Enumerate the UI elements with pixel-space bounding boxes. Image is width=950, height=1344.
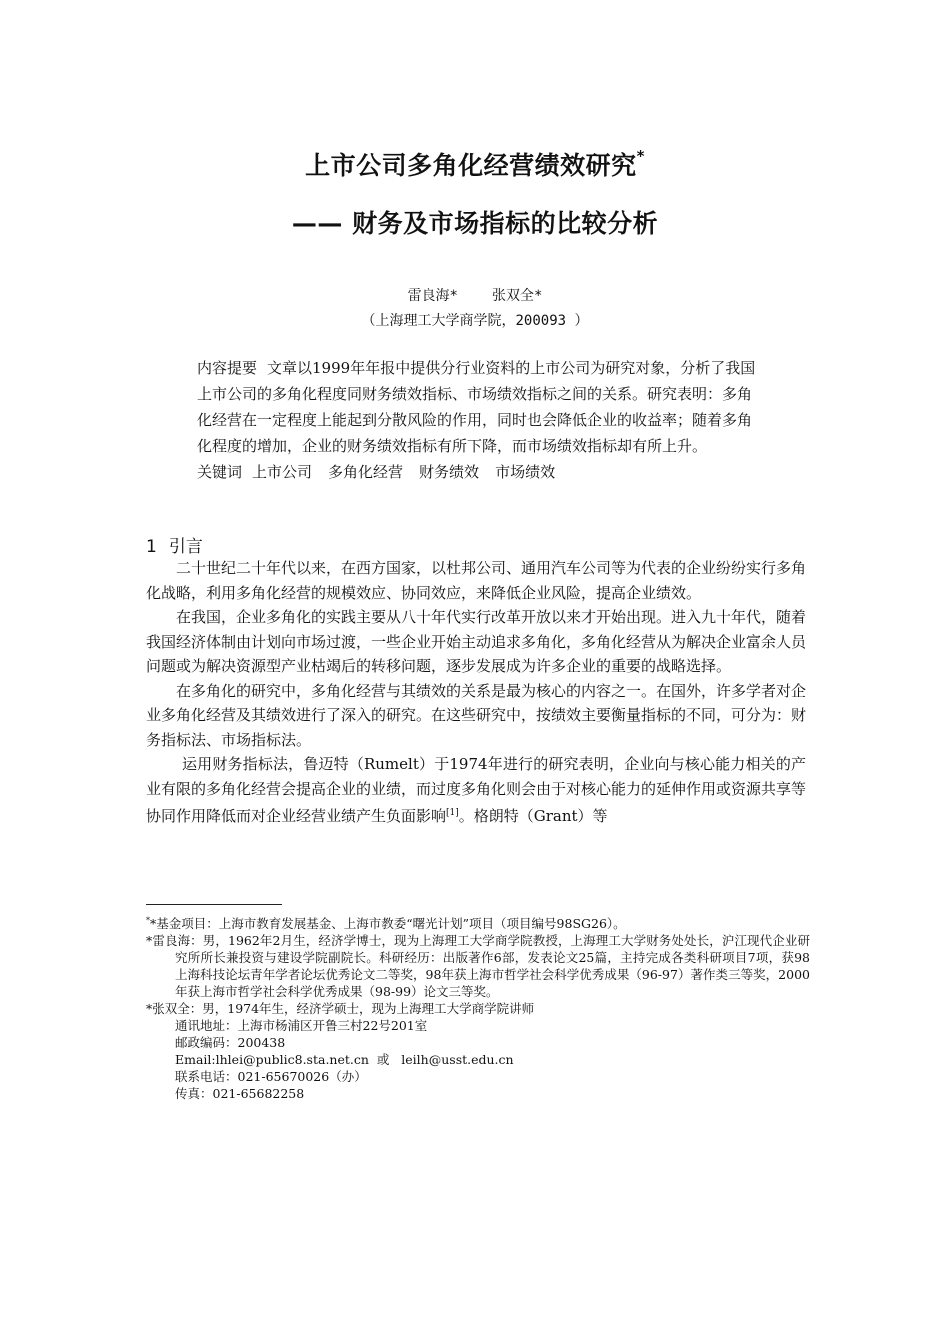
keywords-label: 关键词 <box>197 463 243 481</box>
author-affiliation: （上海理工大学商学院，200093 ） <box>361 313 589 329</box>
body-text <box>146 556 806 829</box>
keyword: 财务绩效 <box>419 463 480 481</box>
section-heading <box>146 532 203 557</box>
contact-postcode: 邮政编码：200438 <box>175 1035 286 1051</box>
author-name: 张双全* <box>492 288 543 304</box>
keyword: 上市公司 <box>252 463 313 481</box>
body-paragraph: 二十世纪二十年代以来，在西方国家，以杜邦公司、通用汽车公司等为代表的企业纷纷实行多角化战略，利用多角化经营的规模效应、协同效应，来降低企业风险，提高企业绩效。 <box>146 559 807 602</box>
footnote-author-2: *张双全：男，1974年生，经济学硕士，现为上海理工大学商学院讲师 <box>146 1001 535 1017</box>
keyword: 多角化经营 <box>328 463 404 481</box>
abstract-label: 内容提要 <box>197 359 258 377</box>
paragraph-text: 。格朗特（Grant）等 <box>458 807 608 825</box>
keywords-line <box>197 459 763 485</box>
footnote-fund <box>146 912 810 932</box>
author-line <box>0 285 950 305</box>
contact-address: 通讯地址：上海市杨浦区开鲁三村22号201室 <box>175 1018 428 1034</box>
paper-subtitle: —— 财务及市场指标的比较分析 <box>291 209 659 238</box>
footnote-mark: * <box>146 916 150 925</box>
paper-title-text: 上市公司多角化经营绩效研究 <box>305 151 637 180</box>
contact-fax: 传真：021-65682258 <box>175 1086 305 1102</box>
footnote-author-1: *雷良海：男，1962年2月生，经济学博士，现为上海理工大学商学院教授，上海理工大学财务处处长，沪江现代企业研究所所长兼投资与建设学院副院长。科研经历：出版著作6部，发表论文25篇，主持完成各类科研项目7项，获98上海科技论坛青年学者论坛优秀论文二等奖，98年获上海市哲学社会科学优秀成果（96-97）著作类三等奖，2000年获上海市哲学社会科学优秀成果（98-99）论文三等奖。 <box>146 933 810 1000</box>
section-number: 1 <box>146 537 157 557</box>
author-name: 雷良海* <box>407 288 458 304</box>
footnotes <box>146 912 810 1102</box>
abstract-text: 文章以1999年年报中提供分行业资料的上市公司为研究对象，分析了我国上市公司的多角化程度同财务绩效指标、市场绩效指标之间的关系。研究表明：多角化经营在一定程度上能起到分散风险的作用，同时也会降低企业的收益率；随着多角化程度的增加，企业的财务绩效指标有所下降，而市场绩效指标却有所上升。 <box>197 359 756 455</box>
body-paragraph: 在我国，企业多角化的实践主要从八十年代实行改革开放以来才开始出现。进入九十年代，随着我国经济体制由计划向市场过渡，一些企业开始主动追求多角化，多角化经营从为解决企业富余人员问题或为解决资源型产业枯竭后的转移问题，逐步发展成为许多企业的重要的战略选择。 <box>146 608 807 675</box>
section-title: 引言 <box>168 537 203 557</box>
keyword: 市场绩效 <box>495 463 556 481</box>
paper-title <box>0 146 950 182</box>
paragraph-text: 运用财务指标法，鲁迈特（Rumelt）于1974年进行的研究表明，企业向与核心能力相关的产业有限的多角化经营会提高企业的业绩，而过度多角化则会由于对核心能力的延伸作用或资源共享等协同作用降低而对企业经营业绩产生负面影响 <box>146 755 807 825</box>
body-paragraph: 在多角化的研究中，多角化经营与其绩效的关系是最为核心的内容之一。在国外，许多学者对企业多角化经营及其绩效进行了深入的研究。在这些研究中，按绩效主要衡量指标的不同，可分为：财务指标法、市场指标法。 <box>146 681 807 749</box>
footnote-divider <box>146 904 282 905</box>
contact-email: Email:lhlei@public8.sta.net.cn 或 leilh@usst.edu.cn <box>175 1052 514 1068</box>
citation-ref: [1] <box>446 808 459 818</box>
body-paragraph <box>146 752 806 829</box>
abstract-block <box>197 355 763 485</box>
title-footnote-mark: * <box>636 146 645 165</box>
footnote-text: *基金项目：上海市教育发展基金、上海市教委“曙光计划”项目（项目编号98SG26）。 <box>150 916 626 932</box>
abstract-paragraph <box>197 355 763 459</box>
contact-phone: 联系电话：021-65670026（办） <box>175 1069 367 1085</box>
